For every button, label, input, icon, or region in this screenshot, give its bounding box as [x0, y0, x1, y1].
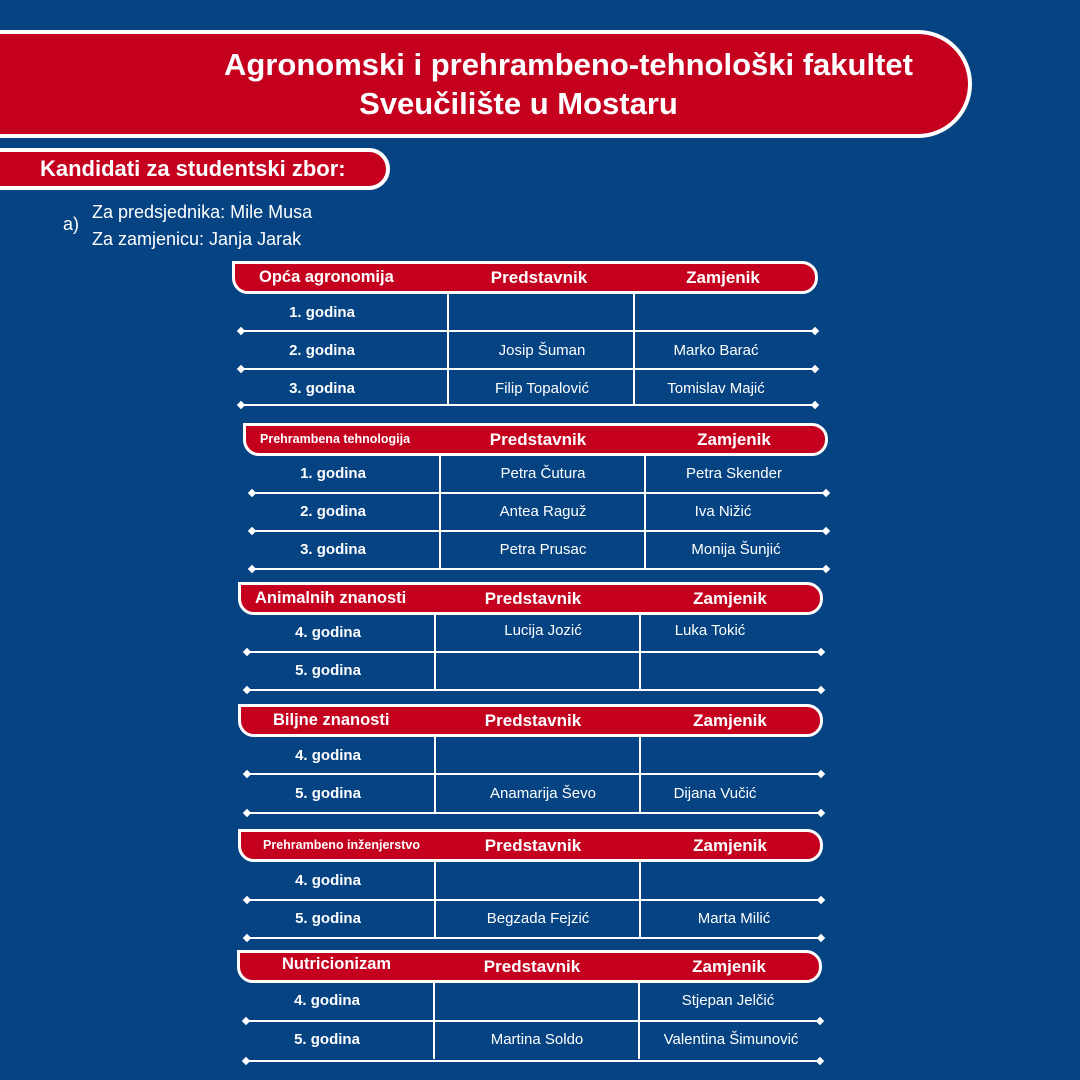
representative-name: Lucija Jozić — [504, 622, 582, 639]
section-title: Prehrambeno inženjerstvo — [263, 838, 420, 852]
representative-name: Josip Šuman — [498, 342, 586, 359]
list-marker: a) — [63, 214, 80, 234]
row-separator — [251, 568, 827, 570]
table-row — [243, 493, 828, 531]
deputy-name: Tomislav Majić — [667, 380, 765, 397]
deputy-column-header: Zamjenik — [693, 836, 767, 855]
representative-column-header: Predstavnik — [489, 430, 587, 449]
table-row — [238, 862, 823, 900]
representative-column-header: Predstavnik — [484, 711, 582, 730]
year-label: 4. godina — [295, 624, 361, 641]
year-label: 1. godina — [289, 304, 355, 321]
section-title: Opća agronomija — [259, 268, 394, 286]
row-separator — [246, 689, 822, 691]
deputy-name: Valentina Šimunović — [663, 1031, 799, 1048]
deputy-candidate: Za zamjenicu: Janja Jarak — [92, 229, 302, 249]
table-row — [232, 332, 818, 370]
deputy-name: Luka Tokić — [674, 622, 746, 639]
deputy-column-header: Zamjenik — [692, 957, 766, 976]
year-label: 5. godina — [295, 662, 361, 679]
university-title: Sveučilište u Mostaru — [359, 86, 678, 121]
year-label: 1. godina — [300, 465, 366, 482]
representative-name: Petra Čutura — [500, 465, 586, 482]
table-row — [238, 775, 823, 813]
section-header — [237, 950, 822, 983]
table-row — [238, 900, 823, 938]
representative-column-header: Predstavnik — [490, 268, 588, 287]
year-label: 5. godina — [295, 785, 361, 802]
deputy-column-header: Zamjenik — [686, 268, 760, 287]
deputy-name: Dijana Vučić — [673, 785, 757, 802]
representative-column-header: Predstavnik — [483, 957, 581, 976]
deputy-name: Marta Milić — [697, 910, 771, 927]
section-header — [238, 829, 823, 862]
representative-name: Begzada Fejzić — [486, 910, 590, 927]
table-row — [232, 294, 818, 332]
deputy-name: Monija Šunjić — [691, 541, 781, 558]
representative-column-header: Predstavnik — [484, 836, 582, 855]
candidates-heading: Kandidati za studentski zbor: — [0, 148, 390, 190]
table-row — [243, 455, 828, 493]
year-label: 4. godina — [294, 992, 360, 1009]
representative-name: Filip Topalović — [495, 380, 589, 397]
year-label: 3. godina — [289, 380, 355, 397]
representative-name: Antea Raguž — [499, 503, 587, 520]
year-label: 5. godina — [295, 910, 361, 927]
table-row — [238, 652, 823, 690]
table-row — [232, 370, 818, 408]
representative-name: Anamarija Ševo — [490, 785, 596, 802]
row-separator — [245, 1060, 821, 1062]
year-label: 2. godina — [300, 503, 366, 520]
section-title: Prehrambena tehnologija — [260, 432, 411, 446]
president-candidate: Za predsjednika: Mile Musa — [92, 202, 313, 222]
table-row — [237, 982, 822, 1020]
section-title: Animalnih znanosti — [255, 589, 407, 607]
deputy-name: Petra Skender — [686, 465, 782, 482]
row-separator — [246, 812, 822, 814]
deputy-name: Stjepan Jelčić — [681, 992, 775, 1009]
deputy-column-header: Zamjenik — [693, 711, 767, 730]
representative-column-header: Predstavnik — [484, 589, 582, 608]
section-title: Biljne znanosti — [273, 711, 390, 729]
representative-name: Petra Prusac — [499, 541, 587, 558]
deputy-name: Iva Nižić — [694, 503, 752, 520]
year-label: 5. godina — [294, 1031, 360, 1048]
year-label: 2. godina — [289, 342, 355, 359]
faculty-title: Agronomski i prehrambeno-tehnološki fakultet — [224, 47, 913, 82]
section-header — [232, 261, 818, 294]
row-separator — [246, 937, 822, 939]
year-label: 4. godina — [295, 872, 361, 889]
table-row — [238, 737, 823, 775]
table-row — [237, 1021, 822, 1059]
section-header — [243, 423, 828, 456]
section-header — [238, 704, 823, 737]
deputy-name: Marko Barać — [673, 342, 759, 359]
row-separator — [240, 404, 816, 406]
table-row — [238, 614, 823, 652]
representative-name: Martina Soldo — [490, 1031, 584, 1048]
year-label: 3. godina — [300, 541, 366, 558]
deputy-column-header: Zamjenik — [693, 589, 767, 608]
table-row — [243, 531, 828, 569]
section-title: Nutricionizam — [282, 955, 392, 973]
year-label: 4. godina — [295, 747, 361, 764]
deputy-column-header: Zamjenik — [697, 430, 771, 449]
title-banner — [0, 30, 972, 138]
section-header — [238, 582, 823, 615]
